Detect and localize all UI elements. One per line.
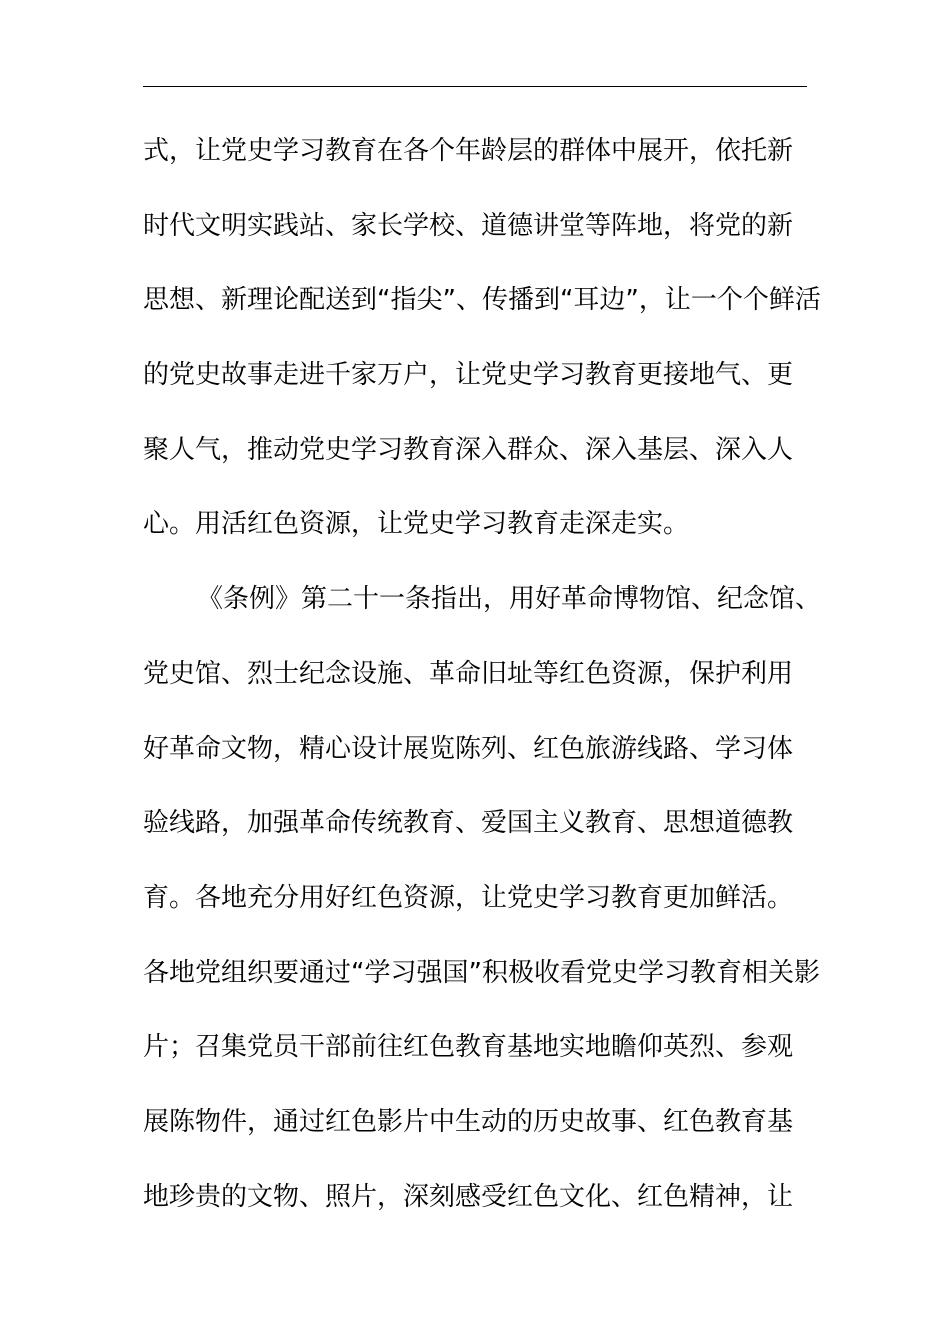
text-line: 心。用活红色资源，让党史学习教育走深走实。	[143, 509, 690, 540]
text-line: 时代文明实践站、家长学校、道德讲堂等阵地，将党的新	[143, 210, 794, 241]
text-line: 育。各地充分用好红色资源，让党史学习教育更加鲜活。	[143, 882, 794, 913]
text-line: 各地党组织要通过“学习强国”积极收看党史学习教育相关影	[143, 957, 820, 988]
text-line: 的党史故事走进千家万户，让党史学习教育更接地气、更	[143, 360, 794, 391]
text-line: 党史馆、烈士纪念设施、革命旧址等红色资源，保护利用	[143, 658, 794, 689]
text-line: 好革命文物，精心设计展览陈列、红色旅游线路、学习体	[143, 733, 794, 764]
text-line: 式，让党史学习教育在各个年龄层的群体中展开，依托新	[143, 136, 794, 166]
text-line: 片；召集党员干部前往红色教育基地实地瞻仰英烈、参观	[143, 1032, 794, 1063]
text-line: 聚人气，推动党史学习教育深入群众、深入基层、深入人	[143, 434, 794, 465]
header-rule	[143, 86, 807, 87]
text-line: 验线路，加强革命传统教育、爱国主义教育、思想道德教	[143, 808, 794, 839]
paragraph-start-line: 《条例》第二十一条指出，用好革命博物馆、纪念馆、	[197, 584, 822, 615]
text-line: 思想、新理论配送到“指尖”、传播到“耳边”，让一个个鲜活	[143, 285, 821, 316]
text-line: 地珍贵的文物、照片，深刻感受红色文化、红色精神，让	[143, 1181, 794, 1212]
body-text	[143, 114, 822, 1234]
text-line: 展陈物件，通过红色影片中生动的历史故事、红色教育基	[143, 1106, 794, 1137]
